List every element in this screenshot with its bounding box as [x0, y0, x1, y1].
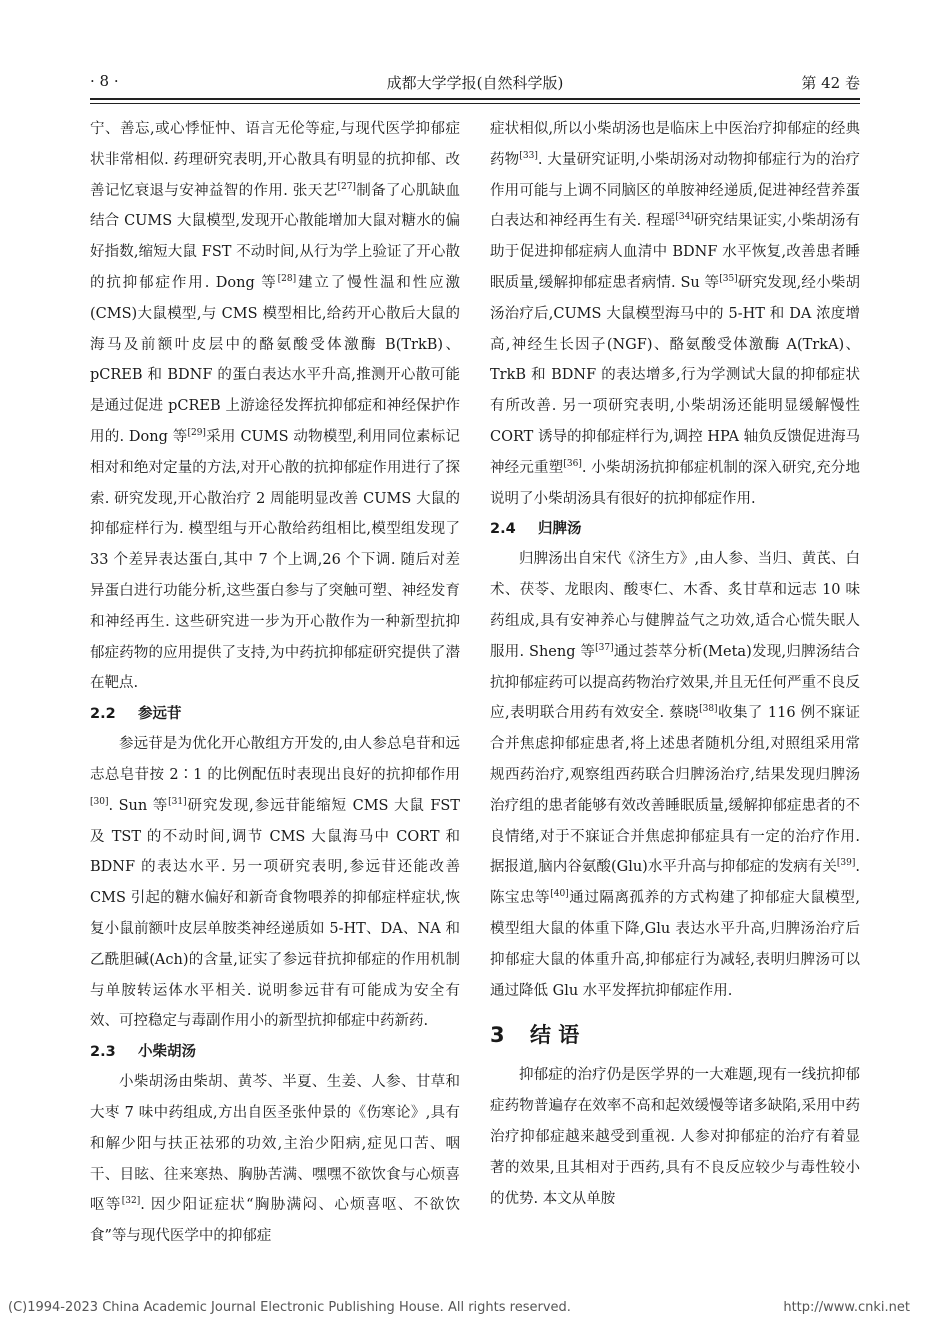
text-run: 归脾汤出自宋代《济生方》,由人参、当归、黄芪、白术、茯苓、龙眼肉、酸枣仁、木香、炙甘草和远志 10 味药组成,具有安神养心与健脾益气之功效,适合心慌失眠人服用. Sheng 等 — [490, 551, 860, 660]
text-run: 研究发现,参远苷能缩短 CMS 大鼠 FST 及 TST 的不动时间,调节 CMS 大鼠海马中 CORT 和 BDNF 的表达水平. 另一项研究表明,参远苷还能改善 CMS 引起的糖水偏好和新奇食物喂养的抑郁症样症状,恢复小鼠前额叶皮层单胺类神经递质如 5-HT、DA、NA 和乙酰胆碱(Ach)的含量,证实了参远苷抗抑郁症的作用机制与单胺转运体水平相关. 说明参远苷有可能成为安全有效、可控稳定与毒副作用小的新型抗抑郁症中药新药. — [90, 797, 460, 1030]
citation-ref[interactable]: [31] — [168, 796, 187, 807]
paragraph-guipi — [490, 544, 860, 1006]
page-header — [90, 68, 860, 96]
section-heading-2-3: 2.3 小柴胡汤 — [90, 1044, 196, 1061]
citation-ref[interactable]: [38] — [699, 704, 718, 715]
citation-ref[interactable]: [37] — [595, 642, 614, 653]
footer-url[interactable]: http://www.cnki.net — [783, 1300, 910, 1315]
header-rule — [90, 98, 860, 100]
text-run: 研究结果证实,小柴胡汤有助于促进抑郁症病人血清中 BDNF 水平恢复,改善患者睡眠质量,缓解抑郁症患者病情. Su 等 — [490, 213, 861, 291]
volume-label: 第 42 卷 — [801, 74, 860, 92]
section-heading-3: 3 结 语 — [490, 1023, 580, 1048]
text-run: . 小柴胡汤抗抑郁症机制的深入研究,充分地说明了小柴胡汤具有很好的抗抑郁症作用. — [490, 459, 861, 507]
citation-ref[interactable]: [30] — [90, 796, 109, 807]
citation-ref[interactable]: [40] — [550, 889, 569, 900]
citation-ref[interactable]: [28] — [277, 274, 297, 285]
citation-ref[interactable]: [29] — [187, 428, 206, 439]
journal-title: 成都大学学报(自然科学版) — [386, 74, 564, 92]
text-run: 收集了 116 例不寐证合并焦虑抑郁症患者,将上述患者随机分组,对照组采用常规西药治疗,观察组西药联合归脾汤治疗,结果发现归脾汤治疗组的患者能够有效改善睡眠质量,缓解抑郁症患者的不良情绪,对于不寐证合并焦虑抑郁症具有一定的治疗作用. 据报道,脑内谷氨酸(Glu)水平升高与抑郁症的发病有关 — [490, 705, 860, 876]
page-footer — [0, 1296, 950, 1320]
text-run: 小柴胡汤由柴胡、黄芩、半夏、生姜、人参、甘草和大枣 7 味中药组成,方出自医圣张仲景的《伤寒论》,具有和解少阳与扶正祛邪的功效,主治少阳病,症见口苦、咽干、目眩、往来寒热、胸胁苦满、嘿嘿不欲饮食与心烦喜呕等 — [90, 1074, 460, 1214]
citation-ref[interactable]: [33] — [519, 150, 538, 161]
text-run: . Sun 等 — [108, 797, 169, 814]
citation-ref[interactable]: [34] — [675, 212, 694, 223]
section-heading-2-4: 2.4 归脾汤 — [490, 521, 582, 538]
text-run: . 陈宝忠等 — [490, 859, 860, 907]
section-heading-2-2: 2.2 参远苷 — [90, 706, 182, 723]
paragraph-shenyuangan — [90, 729, 460, 1037]
paragraph-xiaochaihu — [90, 1067, 460, 1252]
citation-ref[interactable]: [35] — [719, 274, 738, 285]
text-run: 通过荟萃分析(Meta)发现,归脾汤结合抗抑郁症药可以提高药物治疗效果,并且无任何严重不良反应,表明联合用药有效安全. 蔡晓 — [490, 643, 860, 722]
citation-ref[interactable]: [27] — [337, 181, 356, 192]
paragraph-xiaochaihu-cont — [490, 114, 860, 514]
left-column — [90, 114, 460, 1252]
right-column — [490, 114, 860, 1214]
text-run: 症状相似,所以小柴胡汤也是临床上中医治疗抑郁症的经典药物 — [490, 121, 860, 168]
page-number: · 8 · — [90, 72, 119, 90]
text-run: 建立了慢性温和性应激(CMS)大鼠模型,与 CMS 模型相比,给药开心散后大鼠的海马及前额叶皮层中的酪氨酸受体激酶 B(TrkB)、pCREB 和 BDNF 的蛋白表达水平升高,推测开心散可能是通过促进 pCREB 上游途径发挥抗抑郁症和神经保护作用的. Dong 等 — [90, 274, 460, 445]
text-run: 通过隔离孤养的方式构建了抑郁症大鼠模型,模型组大鼠的体重下降,Glu 表达水平升高,归脾汤治疗后抑郁症大鼠的体重升高,抑郁症行为减轻,表明归脾汤可以通过降低 Glu 水平发挥抗抑郁症作用. — [490, 890, 860, 999]
citation-ref[interactable]: [39] — [836, 858, 856, 869]
citation-ref[interactable]: [36] — [563, 458, 582, 469]
text-run: 宁、善忘,或心悸怔忡、语言无伦等症,与现代医学抑郁症状非常相似. 药理研究表明,开心散具有明显的抗抑郁、改善记忆衰退与安神益智的作用. 张天艺 — [90, 121, 460, 199]
header-rule-thin — [90, 103, 860, 104]
paragraph-kaixinsan — [90, 114, 460, 699]
text-run: 制备了心肌缺血结合 CUMS 大鼠模型,发现开心散能增加大鼠对糖水的偏好指数,缩短大鼠 FST 不动时间,从行为学上验证了开心散的抗抑郁症作用. Dong 等 — [90, 182, 461, 291]
text-run: 抑郁症的治疗仍是医学界的一大难题,现有一线抗抑郁症药物普遍存在效率不高和起效缓慢等诸多缺陷,采用中药治疗抑郁症越来越受到重视. 人参对抑郁症的治疗有着显著的效果,且其相对于西药,具有不良反应较少与毒性较小的优势. 本文从单胺 — [490, 1067, 860, 1207]
copyright-notice: (C)1994-2023 China Academic Journal Electronic Publishing House. All rights reserved. — [8, 1300, 571, 1315]
text-run: 采用 CUMS 动物模型,利用同位素标记相对和绝对定量的方法,对开心散的抗抑郁症作用进行了探索. 研究发现,开心散治疗 2 周能明显改善 CUMS 大鼠的抑郁症样行为. 模型组与开心散给药组相比,模型组发现了 33 个差异表达蛋白,其中 7 个上调,26 个下调. 随后对差异蛋白进行功能分析,这些蛋白参与了突触可塑、神经发育和神经再生. 这些研究进一步为开心散作为一种新型抗抑郁症药物的应用提供了支持,为中药抗抑郁症研究提供了潜在靶点. — [90, 428, 461, 692]
citation-ref[interactable]: [32] — [121, 1196, 141, 1207]
text-run: 参远苷是为优化开心散组方开发的,由人参总皂苷和远志总皂苷按 2∶1 的比例配伍时表现出良好的抗抑郁作用 — [90, 736, 460, 783]
text-run: . 因少阳证症状“胸胁满闷、心烦喜呕、不欲饮食”等与现代医学中的抑郁症 — [90, 1197, 460, 1245]
text-run: . 大量研究证明,小柴胡汤对动物抑郁症行为的治疗作用可能与上调不同脑区的单胺神经递质,促进神经营养蛋白表达和神经再生有关. 程瑶 — [490, 151, 861, 230]
paragraph-conclusion — [490, 1060, 860, 1214]
text-run: 研究发现,经小柴胡汤治疗后,CUMS 大鼠模型海马中的 5-HT 和 DA 浓度增高,神经生长因子(NGF)、酪氨酸受体激酶 A(TrkA)、TrkB 和 BDNF 的表达增多,行为学测试大鼠的抑郁症状有所改善. 另一项研究表明,小柴胡汤还能明显缓解慢性 CORT 诱导的抑郁症样行为,调控 HPA 轴负反馈促进海马神经元重塑 — [490, 274, 860, 476]
